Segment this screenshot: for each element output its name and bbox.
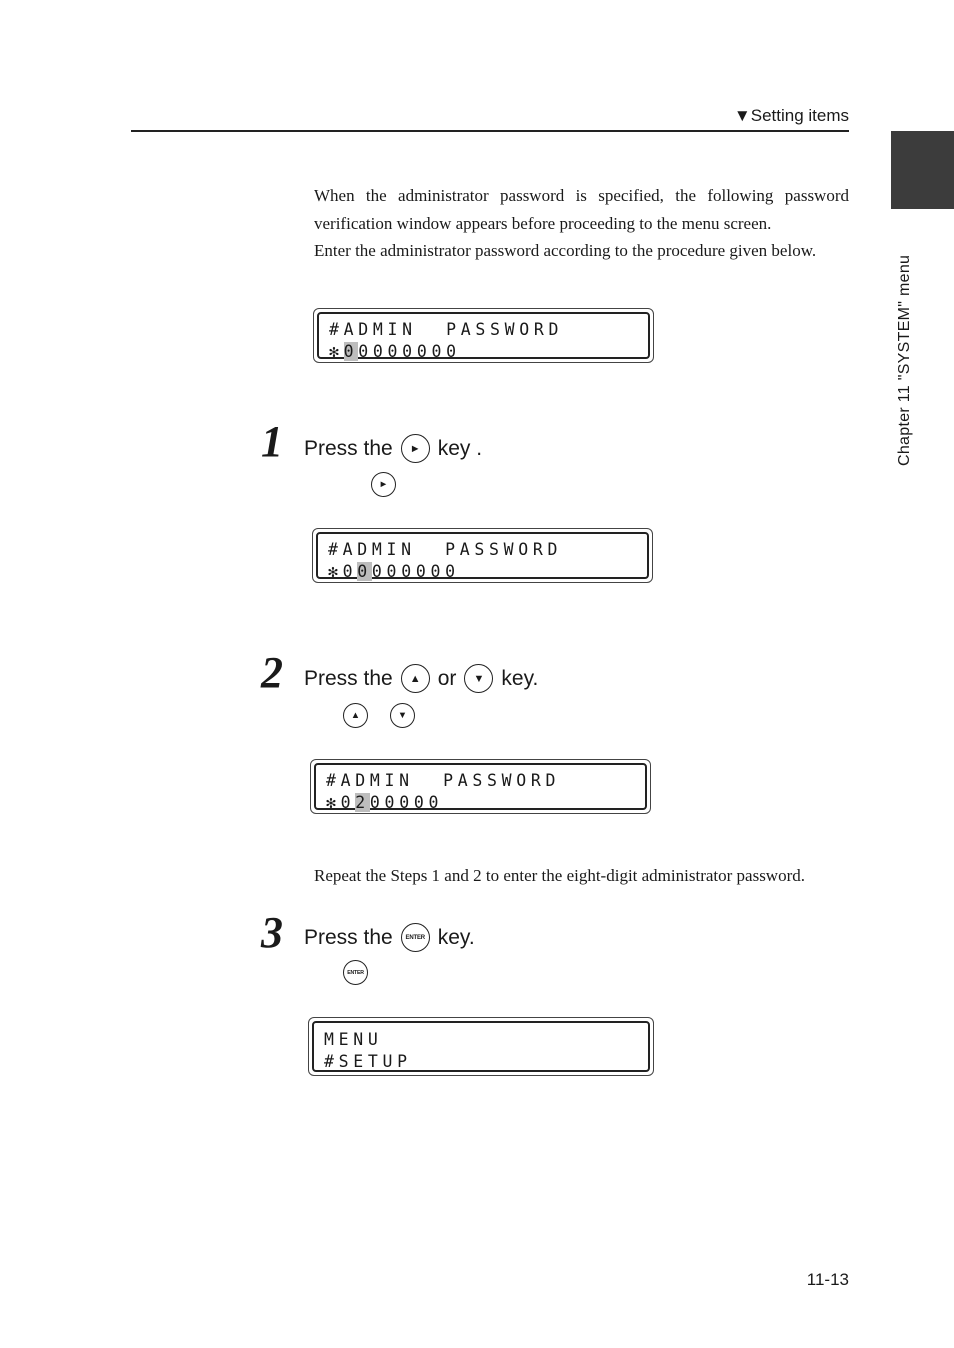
enter-key-icon: ENTER: [343, 960, 368, 985]
chapter-tab-block: [891, 131, 954, 209]
repeat-note: Repeat the Steps 1 and 2 to enter the eight-digit administrator password.: [314, 866, 805, 885]
lcd-digits-after: 000000: [371, 562, 460, 581]
lcd-line-2: #SETUP: [324, 1052, 412, 1071]
lcd-digits-before: 0: [342, 562, 358, 581]
lcd-cursor-digit: 0: [343, 342, 359, 361]
right-arrow-key-icon: ►: [401, 434, 430, 463]
step-3-text-before: Press the: [304, 925, 393, 949]
lcd-frame: [312, 1021, 650, 1072]
step-3-key-symbol: [343, 960, 368, 985]
step-3-text-after: key.: [437, 925, 475, 949]
lcd-cursor-digit: 2: [355, 793, 370, 812]
step-number-1: 1: [261, 417, 283, 466]
up-arrow-key-icon: ▲: [401, 664, 430, 693]
step-number-3: 3: [261, 908, 283, 957]
lcd-line-1: #ADMIN PASSWORD: [329, 320, 564, 339]
step-1-key-symbol: [371, 472, 396, 497]
lcd-frame: [317, 312, 650, 359]
lcd-line-2: [326, 793, 443, 812]
lcd-display-step-2: [310, 759, 651, 814]
lcd-display-step-3: [308, 1017, 654, 1076]
right-arrow-key-icon: ►: [371, 472, 396, 497]
lcd-line-1: #ADMIN PASSWORD: [328, 540, 563, 559]
lcd-display-step-1: [312, 528, 653, 583]
intro-line-1: When the administrator password is specified, the following password verification window appears before proceeding to the menu screen.: [314, 186, 849, 233]
asterisk-icon: ✻: [326, 793, 341, 812]
lcd-line-2: [328, 562, 460, 581]
step-2-text-after: key.: [501, 666, 539, 690]
step-3-instruction: [304, 923, 475, 952]
lcd-digits-before: 0: [340, 793, 356, 812]
asterisk-icon: ✻: [329, 342, 344, 361]
running-header: [600, 106, 849, 126]
intro-line-2: Enter the administrator password according to the procedure given below.: [314, 241, 817, 260]
step-2-or-text: or: [437, 666, 457, 690]
step-2-instruction: [304, 664, 538, 693]
lcd-frame: [316, 532, 649, 579]
step-2-key-symbols: [343, 703, 415, 728]
step-2-text-before: Press the: [304, 666, 393, 690]
lcd-digits-after: 00000: [369, 793, 444, 812]
lcd-digits-after: 0000000: [358, 342, 461, 361]
header-rule: [131, 130, 849, 132]
lcd-cursor-digit: 0: [357, 562, 372, 581]
down-arrow-key-icon: ▼: [390, 703, 415, 728]
page-number: 11-13: [806, 1270, 849, 1289]
lcd-line-1: MENU: [324, 1030, 383, 1049]
down-arrow-key-icon: ▼: [464, 664, 493, 693]
lcd-frame: [314, 763, 647, 810]
lcd-line-2: [329, 342, 461, 361]
up-arrow-key-icon: ▲: [343, 703, 368, 728]
enter-key-icon: ENTER: [401, 923, 430, 952]
step-1-text-after: key .: [437, 436, 483, 460]
intro-paragraph: [314, 182, 849, 265]
asterisk-icon: ✻: [328, 562, 343, 581]
header-title: Setting items: [750, 106, 849, 125]
step-number-2: 2: [261, 648, 283, 697]
lcd-display-initial: [313, 308, 654, 363]
step-1-text-before: Press the: [304, 436, 393, 460]
lcd-line-1: #ADMIN PASSWORD: [326, 771, 561, 790]
step-1-instruction: [304, 434, 482, 463]
triangle-down-icon: ▼: [733, 106, 751, 125]
chapter-label: Chapter 11 "SYSTEM" menu: [896, 254, 913, 466]
